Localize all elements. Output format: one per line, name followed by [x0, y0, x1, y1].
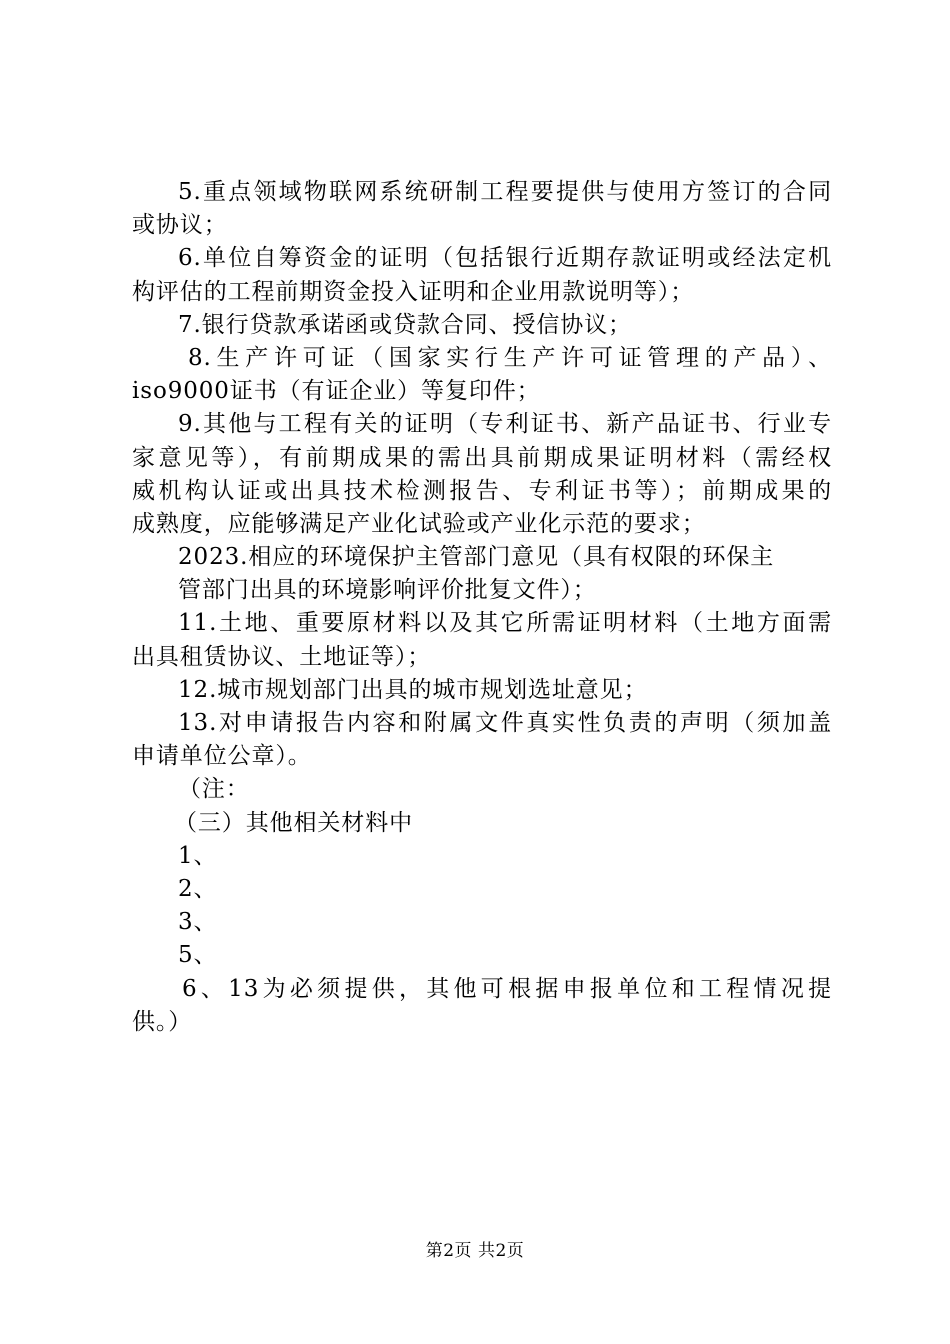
paragraph-line: 6.单位自筹资金的证明（包括银行近期存款证明或经法定机 [178, 245, 832, 272]
paragraph-line: （注： [178, 776, 250, 803]
paragraph-line: 供。） [132, 1008, 193, 1035]
paragraph-line: 13.对申请报告内容和附属文件真实性负责的声明（须加盖 [178, 710, 832, 736]
paragraph-line: 出具租赁协议、土地证等）； [132, 643, 432, 670]
paragraph-line: 管部门出具的环境影响评价批复文件）； [178, 577, 597, 604]
paragraph-line: （三）其他相关材料中 [174, 809, 413, 836]
paragraph-line: iso9000证书（有证企业）等复印件； [132, 378, 541, 405]
paragraph-line: 或协议； [132, 212, 228, 239]
paragraph-line: 威机构认证或出具技术检测报告、专利证书等）；前期成果的 [132, 477, 832, 504]
paragraph-line: 5.重点领域物联网系统研制工程要提供与使用方签订的合同 [178, 179, 832, 205]
list-item: 1、 [178, 842, 218, 869]
paragraph-line: 2023.相应的环境保护主管部门意见（具有权限的环保主 [178, 544, 775, 571]
paragraph-line: 8.生产许可证（国家实行生产许可证管理的产品）、 [188, 344, 832, 371]
paragraph-line: 11.土地、重要原材料以及其它所需证明材料（土地方面需 [178, 610, 832, 637]
list-item: 5、 [178, 942, 218, 969]
paragraph-line: 9.其他与工程有关的证明（专利证书、新产品证书、行业专 [178, 411, 832, 438]
paragraph-line: 申请单位公章）。 [132, 743, 312, 770]
paragraph-line: 构评估的工程前期资金投入证明和企业用款说明等）； [132, 278, 695, 305]
paragraph-line: 成熟度，应能够满足产业化试验或产业化示范的要求； [132, 510, 706, 537]
paragraph-line: 12.城市规划部门出具的城市规划选址意见； [178, 676, 648, 703]
paragraph-line: 6、13为必须提供，其他可根据申报单位和工程情况提 [182, 975, 832, 1002]
paragraph-line: 7.银行贷款承诺函或贷款合同、授信协议； [178, 311, 632, 338]
list-item: 3、 [178, 909, 218, 936]
document-body [132, 176, 832, 1039]
page-number-footer: 第2页 共2页 [425, 1241, 525, 1261]
paragraph-line: 家意见等），有前期成果的需出具前期成果证明材料（需经权 [132, 444, 832, 471]
list-item: 2、 [178, 875, 218, 902]
